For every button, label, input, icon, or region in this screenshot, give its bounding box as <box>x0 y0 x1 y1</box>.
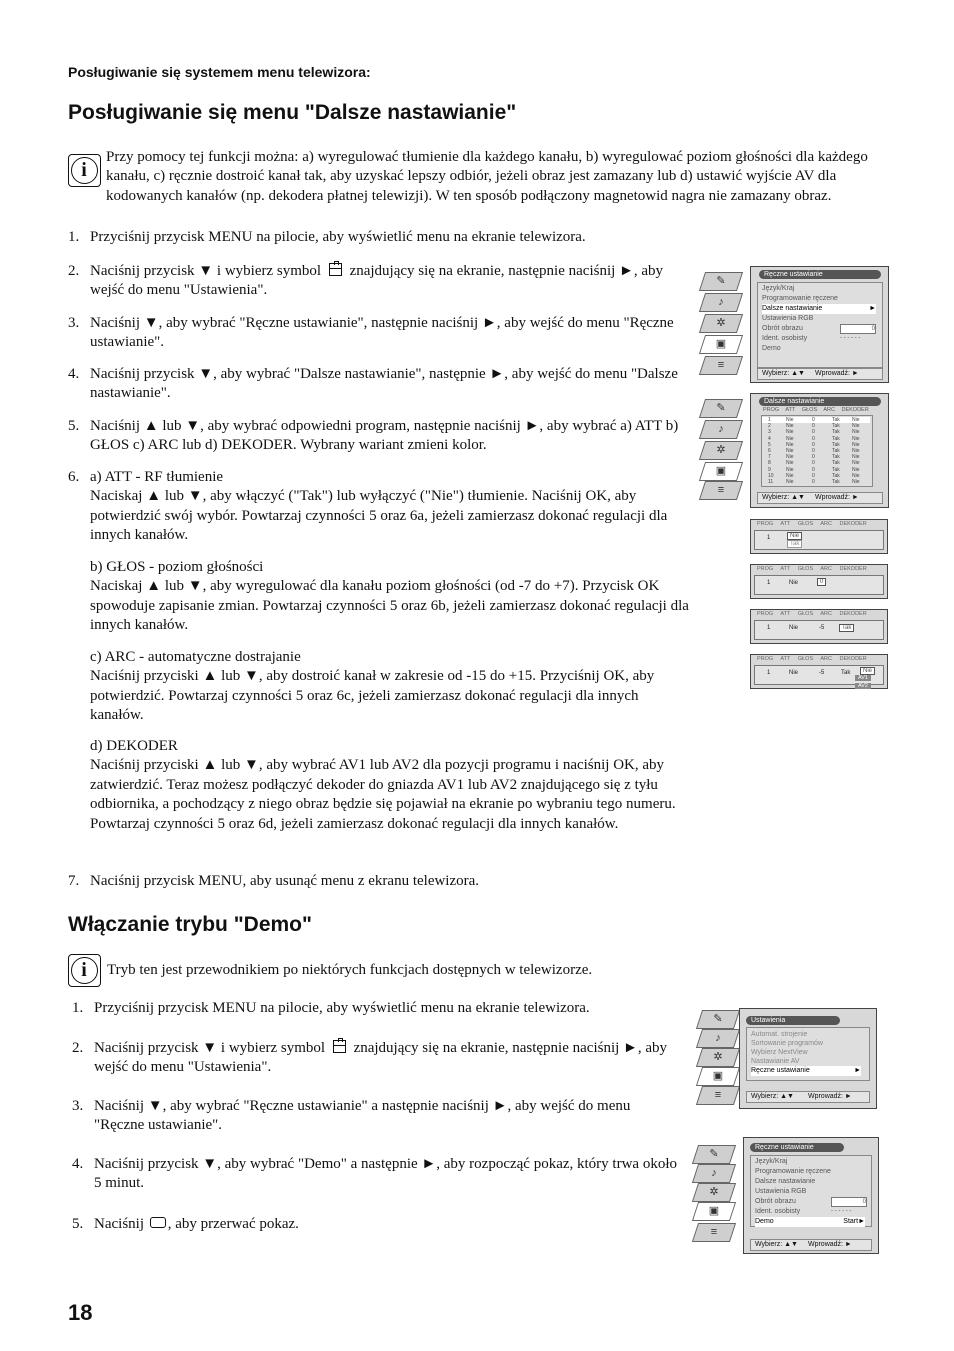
sound-tab-icon: ♪ <box>696 1029 740 1048</box>
table-cell: Nie <box>786 460 794 467</box>
picture-tab-icon: ✎ <box>692 1145 736 1164</box>
s2-info-text: Tryb ten jest przewodnikiem po niektórych funkcjach dostępnych w telewizorze. <box>107 962 593 978</box>
menu-item[interactable]: Dalsze nastawianie <box>755 1178 816 1185</box>
strip-decoder: PROG ATT GŁOS ARC DEKODER 1 Nie -5 Tak Nie AV1 AV2 <box>750 654 888 689</box>
setup-tab-icon: ▣ <box>699 462 743 481</box>
menu-panel <box>750 393 889 508</box>
strip-att: PROG ATT GŁOS ARC DEKODER 1 Nie Tak <box>750 519 888 554</box>
menu-panel <box>739 1008 877 1109</box>
table-cell: Nie <box>786 441 794 448</box>
settings-symbol-icon <box>333 1040 346 1053</box>
table-cell: Nie <box>852 479 860 485</box>
table-cell: Tak <box>832 423 840 430</box>
option-value: AV1 <box>855 675 871 681</box>
table-row[interactable] <box>762 436 870 442</box>
menu-item[interactable]: Obrót obrazu <box>755 1198 796 1205</box>
s1-info-text: Przy pomocy tej funkcji można: a) wyregulować tłumienie dla każdego kanału, b) wyregulować poziom głośności dla każdego kanału, c) ręcznie dostroić kanał tak, aby uzyskać lepszy odbiór, jeżeli obraz jest zamazany lub d) ustawić wyjście AV dla kodowanych kanałów (np. dekodera płatnej telewizji). W ten sposób podłączony magnetowid nagra nie zamazany obraz. <box>106 149 868 204</box>
menu-footer: Wybierz: ▲▼ Wprowadź: ► <box>746 1091 870 1103</box>
info-icon: i <box>68 954 101 987</box>
table-row[interactable] <box>762 448 870 454</box>
menu-item[interactable]: Ident. osobisty <box>755 1208 801 1215</box>
table-cell: Nie <box>786 448 794 454</box>
table-cell: Nie <box>852 466 860 473</box>
screen-setup <box>699 1008 877 1108</box>
table-cell: 11 <box>768 479 774 485</box>
list-item: 2. Naciśnij przycisk ▼ i wybierz symbol znajdujący się na ekranie, następnie naciśnij ►, aby wejść do menu "Ustawienia". <box>72 1040 668 1076</box>
table-cell: 9 <box>768 466 771 473</box>
list-item: 5. Naciśnij , aby przerwać pokaz. <box>72 1216 299 1232</box>
menu-item[interactable]: Programowanie ręczene <box>755 1168 831 1175</box>
list-item: d) DEKODER Naciśnij przyciski ▲ lub ▼, aby wybrać AV1 lub AV2 dla pozycji programu i naciśnij OK, aby zatwierdzić. Teraz możesz podłączyć dekoder do gniazda AV1 lub AV2 znajdującego się z tyłu odbiornika, a pochodzący z niego obraz będzie się pojawiał na ekranie po wybraniu tego numeru. Powtarzaj czynności 5 oraz 6d, jeżeli zamierzasz dokonać regulacji dla innych kanałów. <box>90 738 676 832</box>
table-cell: Tak <box>832 479 840 485</box>
table-row-selected[interactable] <box>762 417 870 423</box>
features-tab-icon: ✲ <box>699 314 743 333</box>
menu-panel <box>750 266 889 383</box>
strip-volume: PROG ATT GŁOS ARC DEKODER 1 Nie 0 <box>750 564 888 599</box>
table-cell: 7 <box>768 454 771 461</box>
menu-item[interactable]: Język/Kraj <box>755 1158 788 1165</box>
screen-further-setup <box>702 393 888 507</box>
table-row[interactable] <box>762 429 870 435</box>
strip-arc: PROG ATT GŁOS ARC DEKODER 1 Nie -5 Tak <box>750 609 888 644</box>
picture-tab-icon: ✎ <box>699 399 743 418</box>
section-header: Posługiwanie się systemem menu telewizora: <box>68 64 371 80</box>
table-cell: 0 <box>812 460 815 467</box>
table-row[interactable] <box>762 442 870 448</box>
table-cell: 0 <box>812 429 815 436</box>
value-box: - - - - - - <box>840 335 861 341</box>
list-item: 4. Naciśnij przycisk ▼, aby wybrać "Dalsze nastawianie", następnie ►, aby wejść do menu "Dalsze nastawianie". <box>68 366 678 402</box>
table-cell: Tak <box>832 460 840 467</box>
table-cell: Nie <box>852 454 860 461</box>
tv-button-icon <box>150 1217 166 1228</box>
setup-tab-icon: ▣ <box>696 1067 740 1086</box>
picture-tab-icon: ✎ <box>696 1010 740 1029</box>
table-cell: Tak <box>832 448 840 454</box>
sound-tab-icon: ♪ <box>699 293 743 312</box>
table-cell: Tak <box>832 441 840 448</box>
table-cell: 2 <box>768 423 771 430</box>
menu-title: Ustawienia <box>746 1016 840 1025</box>
setup-tab-icon: ▣ <box>699 335 743 354</box>
menu-item[interactable]: Demo <box>762 345 781 352</box>
list-item: 7. Naciśnij przycisk MENU, aby usunąć menu z ekranu telewizora. <box>68 873 480 889</box>
menu-item[interactable]: Nastawianie AV <box>751 1058 800 1065</box>
value-box: 0 <box>831 1197 867 1207</box>
text-tab-icon: ≡ <box>699 481 743 500</box>
features-tab-icon: ✲ <box>699 441 743 460</box>
menu-item-selected[interactable]: Ręczne ustawianie ► <box>751 1067 861 1074</box>
list-item: 2. Naciśnij przycisk ▼ i wybierz symbol znajdujący się na ekranie, następnie naciśnij ►, aby wejść do menu "Ustawienia". <box>68 263 664 299</box>
table-cell: Nie <box>786 479 794 485</box>
table-cell: Nie <box>786 454 794 461</box>
menu-footer: Wybierz: ▲▼ Wprowadź: ► <box>757 368 883 380</box>
features-tab-icon: ✲ <box>692 1183 736 1202</box>
menu-panel <box>743 1137 879 1254</box>
table-cell: Nie <box>852 423 860 430</box>
table-cell: 0 <box>812 441 815 448</box>
menu-list <box>757 282 883 368</box>
menu-item[interactable]: Ident. osobisty <box>762 335 808 342</box>
menu-footer: Wybierz: ▲▼ Wprowadź: ► <box>750 1239 872 1251</box>
menu-item-selected[interactable]: Dalsze nastawianie ► <box>762 305 876 312</box>
list-item: 1. Przyciśnij przycisk MENU na pilocie, aby wyświetlić menu na ekranie telewizora. <box>72 1000 590 1016</box>
table-cell: 6 <box>768 448 771 454</box>
list-item: 5. Naciśnij ▲ lub ▼, aby wybrać odpowiedni program, następnie naciśnij ►, aby wybrać a) ATT b) GŁOS c) ARC lub d) DEKODER. Wybrany wariant zmieni kolor. <box>68 418 679 454</box>
table-cell: 0 <box>812 472 815 479</box>
section-2-title: Włączanie trybu "Demo" <box>68 913 312 936</box>
menu-item[interactable]: Sortowanie programów <box>751 1040 823 1047</box>
menu-item[interactable]: Język/Kraj <box>762 285 795 292</box>
text-tab-icon: ≡ <box>692 1223 736 1242</box>
info-icon: i <box>68 154 101 187</box>
setup-tab-icon: ▣ <box>692 1202 736 1221</box>
highlighted-value: 0 <box>817 578 826 586</box>
table-cell: 0 <box>812 423 815 430</box>
arrow-right-icon: ► <box>869 305 876 312</box>
menu-item[interactable]: Ustawienia RGB <box>755 1188 807 1195</box>
menu-item[interactable]: Wybierz NextView <box>751 1049 808 1056</box>
table-cell: Tak <box>832 466 840 473</box>
table-cell: Nie <box>852 441 860 448</box>
option-value: AV2 <box>855 683 871 689</box>
table-cell: 0 <box>812 466 815 473</box>
table-cell: Tak <box>832 435 840 442</box>
table-cell: Nie <box>786 435 794 442</box>
table-row[interactable] <box>762 423 870 429</box>
menu-item-selected[interactable]: Demo Start► <box>755 1218 865 1225</box>
highlighted-value: Nie <box>860 667 875 675</box>
table-cell: Tak <box>832 454 840 461</box>
table-cell: 3 <box>768 429 771 436</box>
table-cell: Nie <box>786 417 794 423</box>
table-cell: 0 <box>812 454 815 461</box>
table-cell: 0 <box>812 448 815 454</box>
program-table <box>761 415 873 487</box>
table-cell: Nie <box>852 429 860 436</box>
table-cell: Nie <box>786 466 794 473</box>
menu-item[interactable]: Programowanie ręczene <box>762 295 838 302</box>
menu-list <box>750 1155 872 1227</box>
menu-item[interactable]: Ustawienia RGB <box>762 315 814 322</box>
menu-item[interactable]: Automat. strojenie <box>751 1031 808 1038</box>
table-cell: Nie <box>786 429 794 436</box>
table-header: PROG ATT GŁOS ARC DEKODER <box>763 407 869 413</box>
table-cell: Nie <box>852 417 860 423</box>
table-cell: Nie <box>852 460 860 467</box>
table-cell: Nie <box>852 435 860 442</box>
table-cell: Tak <box>832 472 840 479</box>
value-box: 0 <box>840 324 876 334</box>
table-row[interactable] <box>762 460 870 466</box>
option-value: Tak <box>787 540 802 548</box>
table-cell: Tak <box>832 429 840 436</box>
menu-title: Ręczne ustawianie <box>759 270 881 279</box>
table-cell: 8 <box>768 460 771 467</box>
table-row[interactable] <box>762 479 870 485</box>
text-tab-icon: ≡ <box>699 356 743 375</box>
menu-title: Dalsze nastawianie <box>759 397 881 406</box>
picture-tab-icon: ✎ <box>699 272 743 291</box>
arrow-right-icon: ► <box>854 1067 861 1074</box>
list-item: c) ARC - automatyczne dostrajanie Naciśnij przyciski ▲ lub ▼, aby dostroić kanał w zakresie od -15 do +15. Przyciśnij OK, aby potwierdzić. Powtarzaj czynności 5 oraz 6c, jeżeli zamierzasz dokonać regulacji dla innych kanałów. <box>90 649 655 724</box>
table-cell: 1 <box>768 417 771 423</box>
table-row[interactable] <box>762 454 870 460</box>
screen-manual-setup-demo <box>695 1137 879 1253</box>
value-box: - - - - - - <box>831 1208 852 1214</box>
highlighted-value: Nie <box>787 532 802 540</box>
list-item: 1. Przyciśnij przycisk MENU na pilocie, aby wyświetlić menu na ekranie telewizora. <box>68 229 586 245</box>
menu-footer: Wybierz: ▲▼ Wprowadź: ► <box>757 492 883 504</box>
table-cell: 5 <box>768 441 771 448</box>
menu-title: Ręczne ustawianie <box>750 1143 844 1152</box>
list-item: 3. Naciśnij ▼, aby wybrać "Ręczne ustawianie", następnie naciśnij ►, aby wejść do menu "Ręczne ustawianie". <box>68 315 674 351</box>
table-cell: Nie <box>786 472 794 479</box>
table-cell: Nie <box>786 423 794 430</box>
section-1-title: Posługiwanie się menu "Dalsze nastawianie" <box>68 101 517 124</box>
list-item: 3. Naciśnij ▼, aby wybrać "Ręczne ustawianie" a następnie naciśnij ►, aby wejść do menu "Ręczne ustawianie". <box>72 1098 631 1134</box>
features-tab-icon: ✲ <box>696 1048 740 1067</box>
sound-tab-icon: ♪ <box>692 1164 736 1183</box>
table-cell: Nie <box>852 448 860 454</box>
text-tab-icon: ≡ <box>696 1086 740 1105</box>
table-cell: 0 <box>812 435 815 442</box>
table-cell: 10 <box>768 472 774 479</box>
list-item: 6. a) ATT - RF tłumienie Naciskaj ▲ lub ▼, aby włączyć ("Tak") lub wyłączyć ("Nie") tłumienie. Naciśnij OK, aby potwierdzić swój wybór. Powtarzaj czynności 5 oraz 6a, jeżeli zamierzasz dokonać regulacji dla innych kanałów. <box>68 469 668 544</box>
table-cell: 4 <box>768 435 771 442</box>
table-cell: Nie <box>852 472 860 479</box>
table-row[interactable] <box>762 467 870 473</box>
table-cell: 0 <box>812 479 815 485</box>
menu-list <box>746 1027 870 1081</box>
highlighted-value: Tak <box>839 624 854 632</box>
screen-manual-setup <box>702 266 888 382</box>
list-item: 4. Naciśnij przycisk ▼, aby wybrać "Demo" a następnie ►, aby rozpocząć pokaz, który trwa około 5 minut. <box>72 1156 677 1192</box>
table-cell: 0 <box>812 417 815 423</box>
menu-item[interactable]: Obrót obrazu <box>762 325 803 332</box>
settings-symbol-icon <box>329 263 342 276</box>
table-row[interactable] <box>762 473 870 479</box>
sound-tab-icon: ♪ <box>699 420 743 439</box>
table-cell: Tak <box>832 417 840 423</box>
list-item: b) GŁOS - poziom głośności Naciskaj ▲ lub ▼, aby wyregulować dla kanału poziom głośności (od -7 do +7). Przycisk OK spowoduje zapisanie zmian. Powtarzaj czynności 5 oraz 6b, jeżeli zamierzasz dokonać regulacji dla innych kanałów. <box>90 559 689 634</box>
page-number: 18 <box>68 1300 93 1325</box>
